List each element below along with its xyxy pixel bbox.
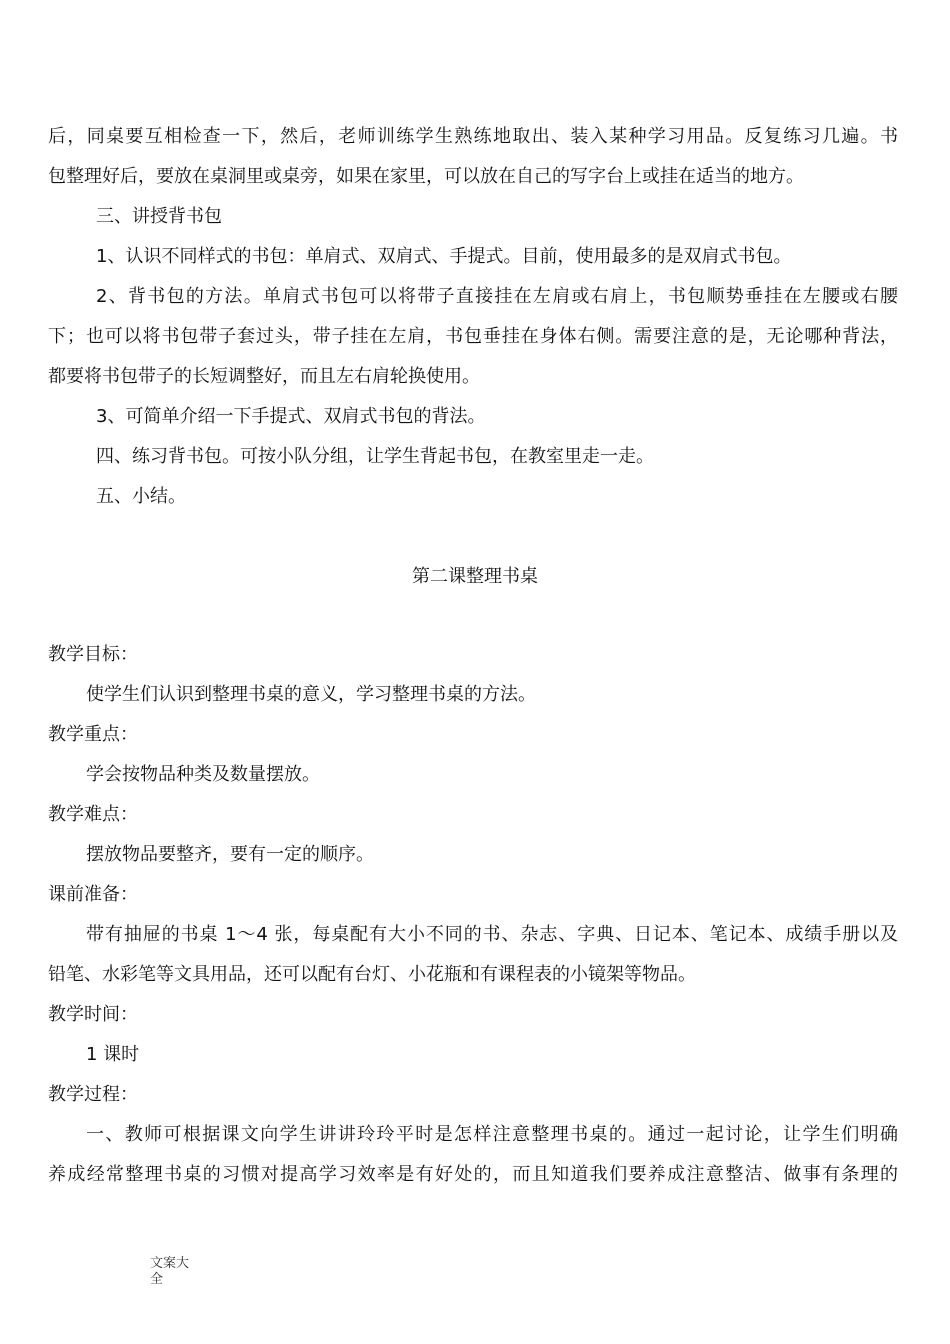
section-heading: 五、小结。 [96, 486, 186, 507]
paragraph-line: 都要将书包带子的长短调整好，而且左右肩轮换使用。 [48, 366, 480, 387]
lesson-title: 第二课整理书桌 [412, 566, 538, 587]
field-content: 一、教师可根据课文向学生讲讲玲玲平时是怎样注意整理书桌的。通过一起讨论，让学生们明确 [86, 1124, 898, 1145]
section-heading: 三、讲授背书包 [96, 206, 222, 227]
field-content: 摆放物品要整齐，要有一定的顺序。 [86, 844, 374, 865]
page-footer: 文案大全 [150, 1256, 190, 1287]
field-heading: 课前准备： [48, 884, 138, 905]
field-heading: 教学难点： [48, 804, 138, 825]
paragraph-line: 后，同桌要互相检查一下，然后，老师训练学生熟练地取出、装入某种学习用品。反复练习几遍。书 [48, 126, 898, 147]
paragraph-line: 下；也可以将书包带子套过头，带子挂在左肩，书包垂挂在身体右侧。需要注意的是，无论哪种背法， [48, 326, 898, 347]
field-content: 学会按物品种类及数量摆放。 [86, 764, 320, 785]
paragraph-line: 包整理好后，要放在桌洞里或桌旁，如果在家里，可以放在自己的写字台上或挂在适当的地方。 [48, 166, 804, 187]
field-heading: 教学时间： [48, 1004, 138, 1025]
field-content: 养成经常整理书桌的习惯对提高学习效率是有好处的，而且知道我们要养成注意整洁、做事有条理的 [48, 1164, 898, 1185]
field-content: 使学生们认识到整理书桌的意义，学习整理书桌的方法。 [86, 684, 536, 705]
field-heading: 教学目标： [48, 644, 138, 665]
field-heading: 教学过程： [48, 1084, 138, 1105]
paragraph-line: 2、背书包的方法。单肩式书包可以将带子直接挂在左肩或右肩上，书包顺势垂挂在左腰或右腰 [96, 286, 898, 307]
paragraph-line: 1、认识不同样式的书包：单肩式、双肩式、手提式。目前，使用最多的是双肩式书包。 [96, 246, 792, 267]
field-content: 1 课时 [86, 1044, 140, 1065]
section-heading: 四、练习背书包。可按小队分组，让学生背起书包，在教室里走一走。 [96, 446, 654, 467]
field-content: 带有抽屉的书桌 1～4 张，每桌配有大小不同的书、杂志、字典、日记本、笔记本、成绩手册以及 [86, 924, 898, 945]
field-heading: 教学重点： [48, 724, 138, 745]
paragraph-line: 3、可简单介绍一下手提式、双肩式书包的背法。 [96, 406, 486, 427]
field-content: 铅笔、水彩笔等文具用品，还可以配有台灯、小花瓶和有课程表的小镜架等物品。 [48, 964, 696, 985]
